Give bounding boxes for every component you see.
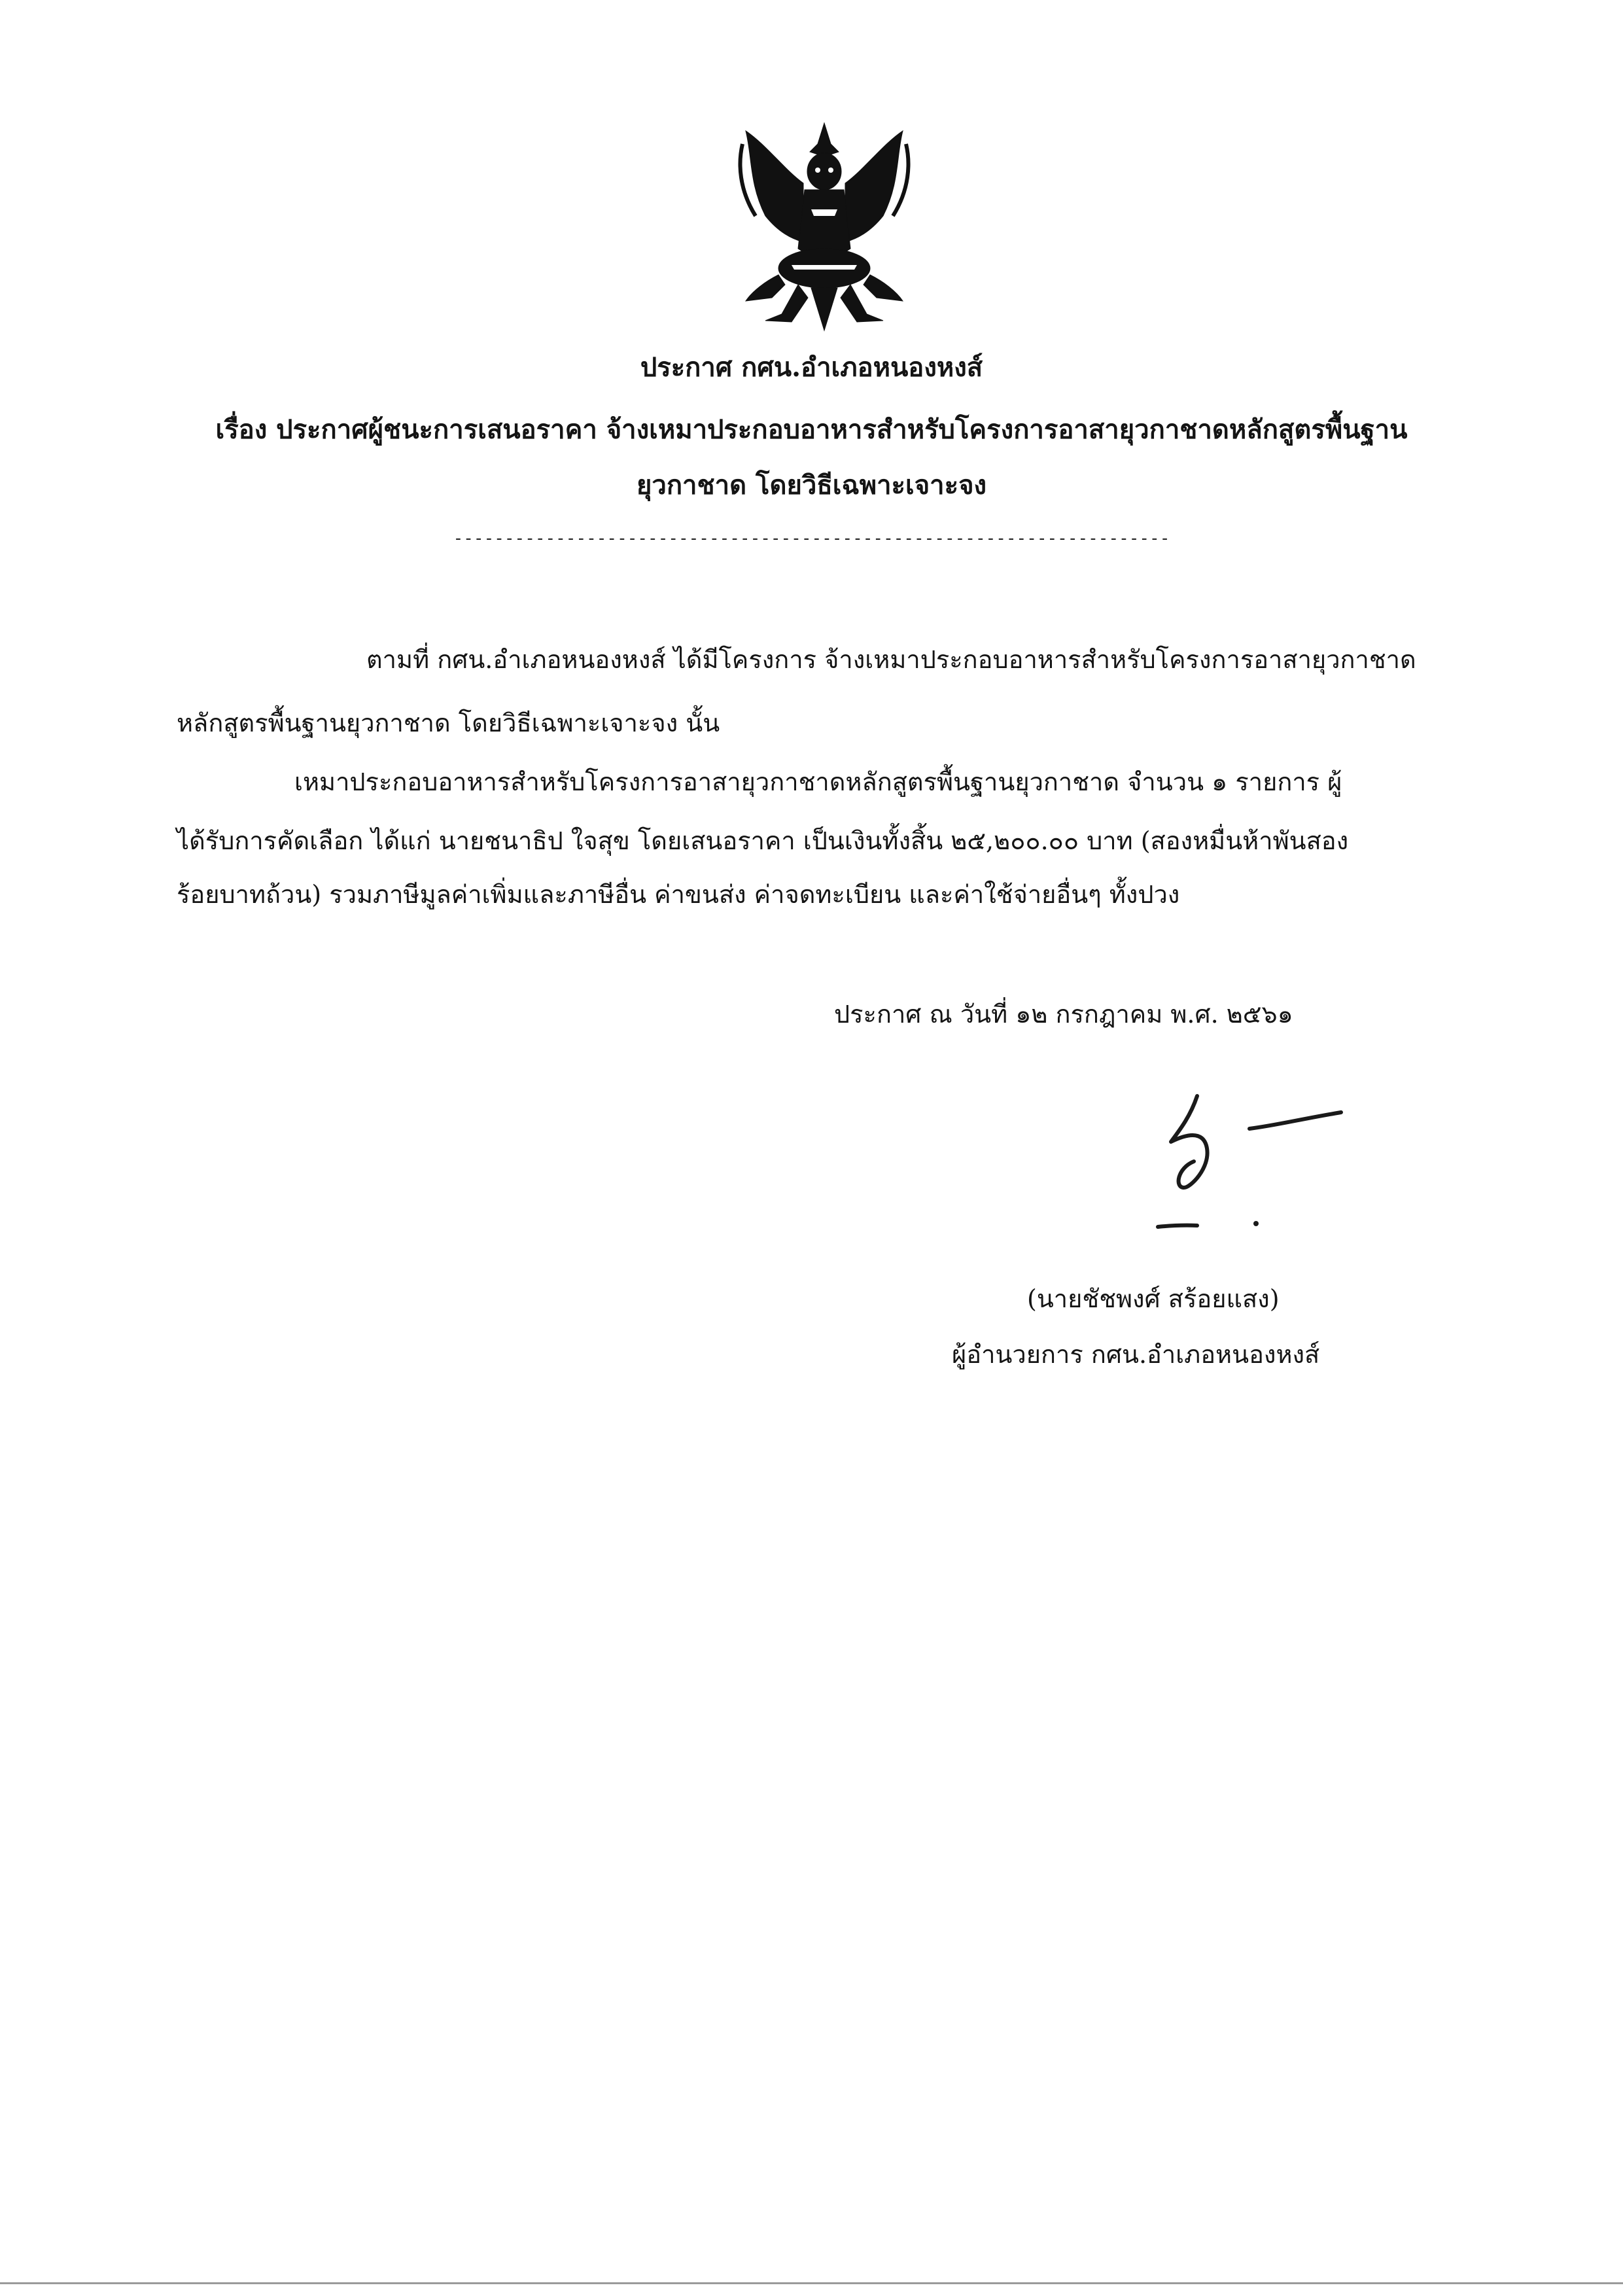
subject-line-1: เรื่อง ประกาศผู้ชนะการเสนอราคา จ้างเหมาประกอบอาหารสำหรับโครงการอาสายุวกาชาดหลักสูตรพื้นฐาน (215, 414, 1408, 445)
signer-position: ผู้อำนวยการ กศน.อำเภอหนองหงส์ (952, 1340, 1320, 1369)
body-paragraph-2-line-3: ร้อยบาทถ้วน) รวมภาษีมูลค่าเพิ่มและภาษีอื่น ค่าขนส่ง ค่าจดทะเบียน และค่าใช้จ่ายอื่นๆ ทั้งปวง (177, 880, 1180, 909)
announcement-title: ประกาศ กศน.อำเภอหนองหงส์ (640, 352, 983, 383)
page-bottom-rule (0, 2282, 1623, 2284)
signature-icon (1145, 1089, 1361, 1246)
header-separator: ---------------------------------------------------------------------- (453, 529, 1170, 548)
garuda-emblem-icon (726, 118, 922, 334)
signer-name: (นายชัชพงศ์ สร้อยแสง) (1027, 1284, 1280, 1313)
body-paragraph-1-line-2: หลักสูตรพื้นฐานยุวกาชาด โดยวิธีเฉพาะเจาะจง นั้น (177, 709, 720, 737)
body-paragraph-1-line-1: ตามที่ กศน.อำเภอหนองหงส์ ได้มีโครงการ จ้างเหมาประกอบอาหารสำหรับโครงการอาสายุวกาชาด (366, 645, 1416, 674)
announcement-date: ประกาศ ณ วันที่ ๑๒ กรกฎาคม พ.ศ. ๒๕๖๑ (834, 1000, 1293, 1029)
subject-line-2: ยุวกาชาด โดยวิธีเฉพาะเจาะจง (636, 470, 987, 501)
body-paragraph-2-line-1: เหมาประกอบอาหารสำหรับโครงการอาสายุวกาชาดหลักสูตรพื้นฐานยุวกาชาด จำนวน ๑ รายการ ผู้ (294, 768, 1342, 796)
body-paragraph-2-line-2: ได้รับการคัดเลือก ได้แก่ นายชนาธิป ใจสุข โดยเสนอราคา เป็นเงินทั้งสิ้น ๒๕,๒๐๐.๐๐ บาท (สองหมื่นห้าพันสอง (177, 826, 1349, 855)
